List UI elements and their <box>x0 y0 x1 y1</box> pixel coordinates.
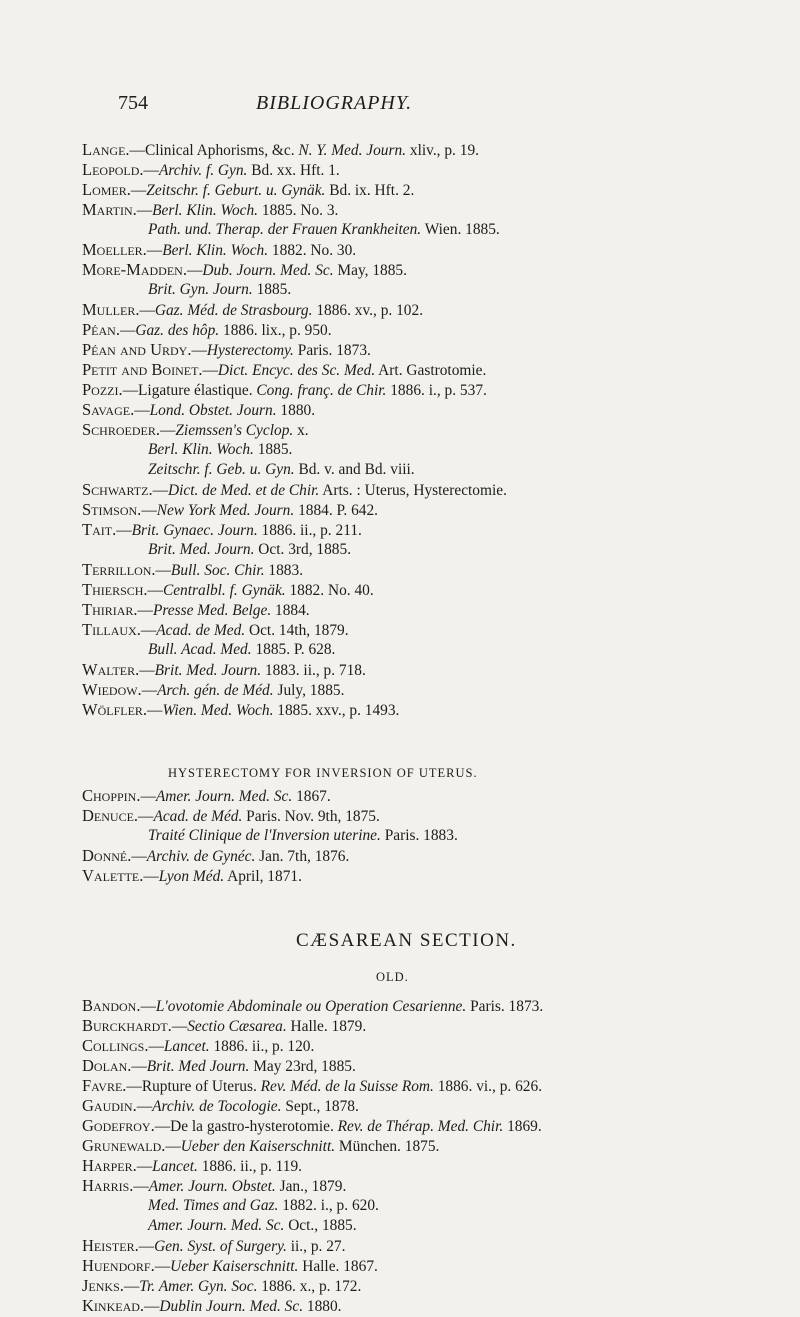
entry-author: Petit and Boinet. <box>82 360 203 379</box>
bibliography-entry <box>82 866 782 886</box>
bibliography-entry <box>82 700 782 720</box>
entry-text: — <box>139 302 155 319</box>
entry-detail: 1886. ii., p. 119. <box>197 1158 303 1175</box>
entry-detail: July, 1885. <box>273 682 345 699</box>
entry-text: — <box>119 322 136 339</box>
entry-detail: 1886. ii., p. 120. <box>209 1038 315 1055</box>
bibliography-entry <box>82 1296 798 1316</box>
bibliography-entry <box>82 520 782 540</box>
entry-source: Zeitschr. f. Geb. u. Gyn. <box>148 461 295 478</box>
entry-source: Rev. Méd. de la Suisse Rom. <box>260 1078 434 1095</box>
entry-detail: Paris. 1883. <box>380 827 458 844</box>
bibliography-entry <box>82 360 782 380</box>
entry-detail: Jan., 1879. <box>275 1178 347 1195</box>
bibliography-entry <box>82 1036 798 1056</box>
entry-author: Bandon. <box>82 996 141 1015</box>
entry-source: Bull. Acad. Med. <box>148 641 252 658</box>
running-title: BIBLIOGRAPHY. <box>256 92 413 114</box>
entry-text: — <box>138 808 154 825</box>
entry-detail: 1882. No. 30. <box>268 242 357 259</box>
entry-author: Favre. <box>82 1076 127 1095</box>
entry-text: — <box>143 868 159 885</box>
entry-source: Berl. Klin. Woch. <box>148 441 254 458</box>
entry-detail: Oct. 3rd, 1885. <box>254 541 352 558</box>
bibliography-entry <box>82 460 782 480</box>
entry-author: Lange. <box>82 140 130 159</box>
entry-source: Cong. franç. de Chir. <box>256 382 387 399</box>
entry-text: — <box>130 182 147 199</box>
inversion-section-heading: HYSTERECTOMY FOR INVERSION OF UTERUS. <box>168 766 478 780</box>
entry-source: Ziemssen's Cyclop. <box>175 422 294 439</box>
entry-author: Schwartz. <box>82 480 153 499</box>
entry-source: Amer. Journ. Med. Sc. <box>155 788 293 805</box>
entry-source: Amer. Journ. Med. Sc. <box>148 1217 285 1234</box>
entry-source: Brit. Med Journ. <box>146 1058 250 1075</box>
entry-detail: Art. Gastrotomie. <box>375 362 487 379</box>
entry-author: Thiriar. <box>82 600 138 619</box>
entry-author: Stimson. <box>82 500 142 519</box>
entry-text: — <box>136 1158 153 1175</box>
bibliography-entry <box>82 1096 798 1116</box>
entry-detail: May, 1885. <box>333 262 407 279</box>
entry-author: Jenks. <box>82 1276 124 1295</box>
entry-detail: 1886. x., p. 172. <box>257 1278 362 1295</box>
bibliography-entry <box>82 1016 798 1036</box>
entry-source: Gen. Syst. of Surgery. <box>154 1238 287 1255</box>
entry-detail: 1884. P. 642. <box>294 502 379 519</box>
entry-text: — <box>140 622 157 639</box>
entry-author: Burckhardt. <box>82 1016 172 1035</box>
entry-text: — <box>141 682 158 699</box>
bibliography-entry <box>82 1116 798 1136</box>
entry-text: — <box>138 1238 155 1255</box>
bibliography-entry <box>82 1056 798 1076</box>
entry-author: More-Madden. <box>82 260 187 279</box>
entry-detail: 1885. P. 628. <box>251 641 336 658</box>
entry-text: — <box>171 1018 188 1035</box>
bibliography-entry <box>82 540 782 560</box>
entry-text: —De la gastro-hysterotomie. <box>154 1118 338 1135</box>
bibliography-entry <box>82 1256 798 1276</box>
bibliography-entry <box>82 180 782 200</box>
entry-author: Heister. <box>82 1236 139 1255</box>
entry-author: Harris. <box>82 1176 134 1195</box>
page-number: 754 <box>118 92 148 114</box>
entry-detail: Sept., 1878. <box>281 1098 359 1115</box>
entry-author: Kinkead. <box>82 1296 145 1315</box>
entry-detail: 1885. No. 3. <box>258 202 339 219</box>
entry-detail: 1885. <box>252 281 292 298</box>
entry-text: — <box>147 582 163 599</box>
entry-detail: 1886. lix., p. 950. <box>219 322 332 339</box>
entry-text: — <box>159 422 176 439</box>
entry-author: Tait. <box>82 520 117 539</box>
entry-detail: Bd. ix. Hft. 2. <box>325 182 415 199</box>
inversion-bibliography-list <box>82 786 782 886</box>
entry-source: Rev. de Thérap. Med. Chir. <box>337 1118 504 1135</box>
bibliography-entry <box>82 1216 798 1236</box>
entry-text: — <box>123 1278 140 1295</box>
entry-text: — <box>131 848 147 865</box>
bibliography-entry <box>82 220 782 240</box>
entry-text: — <box>186 262 203 279</box>
bibliography-entry <box>82 680 782 700</box>
entry-detail: Arts. : Uterus, Hysterectomie. <box>319 482 507 499</box>
entry-author: Godefroy. <box>82 1116 155 1135</box>
bibliography-entry <box>82 420 782 440</box>
entry-text: — <box>140 998 156 1015</box>
bibliography-entry <box>82 806 782 826</box>
bibliography-entry <box>82 440 782 460</box>
entry-text: — <box>140 788 156 805</box>
entry-author: Moeller. <box>82 240 147 259</box>
entry-text: — <box>143 162 159 179</box>
entry-author: Collings. <box>82 1036 149 1055</box>
bibliography-entry <box>82 1156 798 1176</box>
entry-detail: 1885. <box>253 441 293 458</box>
entry-detail: ii., p. 27. <box>286 1238 346 1255</box>
entry-source: Berl. Klin. Woch. <box>152 202 259 219</box>
entry-author: Terrillon. <box>82 560 156 579</box>
entry-author: Wiedow. <box>82 680 142 699</box>
entry-author: Savage. <box>82 400 135 419</box>
entry-author: Valette. <box>82 866 144 885</box>
entry-source: Dublin Journ. Med. Sc. <box>159 1298 304 1315</box>
entry-source: Lyon Méd. <box>158 868 225 885</box>
entry-source: Brit. Med. Journ. <box>148 541 255 558</box>
entry-detail: May 23rd, 1885. <box>249 1058 356 1075</box>
entry-detail: Paris. Nov. 9th, 1875. <box>242 808 380 825</box>
entry-text: — <box>141 502 157 519</box>
entry-detail: Halle. 1879. <box>286 1018 367 1035</box>
entry-source: Gaz. des hôp. <box>135 322 220 339</box>
bibliography-entry <box>82 160 782 180</box>
entry-source: Archiv. f. Gyn. <box>158 162 248 179</box>
entry-author: Leopold. <box>82 160 144 179</box>
entry-author: Lomer. <box>82 180 131 199</box>
entry-detail: Paris. 1873. <box>293 342 371 359</box>
entry-source: Presse Med. Belge. <box>152 602 272 619</box>
entry-author: Péan and Urdy. <box>82 340 192 359</box>
bibliography-entry <box>82 846 782 866</box>
bibliography-entry <box>82 1076 798 1096</box>
entry-source: Bull. Soc. Chir. <box>170 562 265 579</box>
entry-detail: Bd. xx. Hft. 1. <box>247 162 340 179</box>
entry-source: Gaz. Méd. de Strasbourg. <box>154 302 313 319</box>
entry-source: Wien. Med. Woch. <box>162 702 274 719</box>
entry-text: —Rupture of Uterus. <box>126 1078 261 1095</box>
entry-source: Brit. Gynaec. Journ. <box>131 522 258 539</box>
entry-author: Tillaux. <box>82 620 141 639</box>
entry-text: —Ligature élastique. <box>122 382 257 399</box>
entry-detail: 1884. <box>271 602 310 619</box>
bibliography-entry <box>82 280 782 300</box>
entry-source: Sectio Cæsarea. <box>187 1018 287 1035</box>
entry-source: Dict. Encyc. des Sc. Med. <box>217 362 376 379</box>
bibliography-entry <box>82 200 782 220</box>
entry-detail: 1869. <box>503 1118 542 1135</box>
entry-detail: Paris. 1873. <box>466 998 544 1015</box>
entry-source: Brit. Med. Journ. <box>154 662 262 679</box>
bibliography-entry <box>82 260 782 280</box>
entry-text: — <box>139 662 155 679</box>
entry-author: Pozzi. <box>82 380 123 399</box>
entry-source: Acad. de Med. <box>156 622 246 639</box>
caesarean-section-heading: CÆSAREAN SECTION. <box>296 930 517 951</box>
entry-text: — <box>191 342 207 359</box>
entry-source: Tr. Amer. Gyn. Soc. <box>139 1278 258 1295</box>
bibliography-entry <box>82 580 782 600</box>
entry-detail: 1880. <box>303 1298 342 1315</box>
entry-detail: 1882. No. 40. <box>285 582 374 599</box>
bibliography-entry <box>82 1276 798 1296</box>
bibliography-entry <box>82 1176 798 1196</box>
bibliography-entry <box>82 300 782 320</box>
entry-source: Lancet. <box>152 1158 198 1175</box>
entry-text: — <box>155 562 171 579</box>
bibliography-entry <box>82 340 782 360</box>
entry-detail: 1886. i., p. 537. <box>386 382 487 399</box>
bibliography-entry <box>82 1236 798 1256</box>
entry-author: Walter. <box>82 660 140 679</box>
entry-detail: 1886. vi., p. 626. <box>433 1078 543 1095</box>
entry-source: Lond. Obstet. Journ. <box>149 402 277 419</box>
entry-detail: 1867. <box>292 788 331 805</box>
hysterectomy-bibliography-list <box>82 140 782 720</box>
entry-source: Med. Times and Gaz. <box>148 1197 279 1214</box>
entry-text: — <box>136 202 153 219</box>
bibliography-entry <box>82 1196 798 1216</box>
entry-source: Arch. gén. de Méd. <box>157 682 274 699</box>
entry-source: Zeitschr. f. Geburt. u. Gynäk. <box>146 182 326 199</box>
entry-text: — <box>134 402 150 419</box>
entry-source: Path. und. Therap. der Frauen Krankheiten. <box>148 221 422 238</box>
bibliography-entry <box>82 560 782 580</box>
entry-detail: xliv., p. 19. <box>406 142 479 159</box>
entry-author: Grunewald. <box>82 1136 166 1155</box>
entry-source: Hysterectomy. <box>206 342 294 359</box>
entry-detail: x. <box>293 422 309 439</box>
bibliography-entry <box>82 786 782 806</box>
entry-source: Ueber den Kaiserschnitt. <box>180 1138 336 1155</box>
bibliography-entry <box>82 400 782 420</box>
entry-detail: Oct. 14th, 1879. <box>245 622 349 639</box>
entry-detail: München. 1875. <box>335 1138 440 1155</box>
bibliography-entry <box>82 1136 798 1156</box>
entry-source: Lancet. <box>163 1038 210 1055</box>
entry-source: Archiv. de Gynéc. <box>146 848 256 865</box>
entry-source: Dict. de Med. et de Chir. <box>167 482 320 499</box>
entry-detail: 1883. <box>264 562 304 579</box>
entry-text: — <box>116 522 132 539</box>
entry-author: Thiersch. <box>82 580 148 599</box>
entry-detail: 1885. xxv., p. 1493. <box>273 702 400 719</box>
entry-source: N. Y. Med. Journ. <box>298 142 407 159</box>
entry-author: Martin. <box>82 200 137 219</box>
entry-source: Centralbl. f. Gynäk. <box>162 582 286 599</box>
entry-source: New York Med. Journ. <box>156 502 295 519</box>
bibliography-entry <box>82 240 782 260</box>
entry-author: Denuce. <box>82 806 139 825</box>
entry-text: — <box>146 242 163 259</box>
entry-text: — <box>152 482 168 499</box>
bibliography-entry <box>82 826 782 846</box>
entry-author: Harper. <box>82 1156 137 1175</box>
bibliography-entry <box>82 600 782 620</box>
entry-text: — <box>144 1298 160 1315</box>
bibliography-entry <box>82 996 798 1016</box>
caesarean-subheading: OLD. <box>376 970 409 984</box>
bibliography-entry <box>82 640 782 660</box>
entry-source: Ueber Kaiserschnitt. <box>170 1258 299 1275</box>
entry-source: Dub. Journ. Med. Sc. <box>202 262 334 279</box>
entry-source: Acad. de Méd. <box>153 808 243 825</box>
entry-author: Donné. <box>82 846 132 865</box>
entry-text: — <box>133 1178 149 1195</box>
bibliography-entry <box>82 480 782 500</box>
entry-text: — <box>137 602 153 619</box>
entry-source: Archiv. de Tocologie. <box>152 1098 282 1115</box>
entry-detail: 1886. xv., p. 102. <box>312 302 424 319</box>
entry-author: Dolan. <box>82 1056 132 1075</box>
entry-author: Muller. <box>82 300 140 319</box>
entry-detail: Wien. 1885. <box>421 221 500 238</box>
entry-author: Huendorf. <box>82 1256 155 1275</box>
entry-detail: April, 1871. <box>224 868 302 885</box>
entry-author: Schroeder. <box>82 420 160 439</box>
entry-author: Gaudin. <box>82 1096 137 1115</box>
entry-detail: 1886. ii., p. 211. <box>257 522 362 539</box>
entry-text: — <box>154 1258 171 1275</box>
entry-author: Choppin. <box>82 786 141 805</box>
entry-text: — <box>147 702 163 719</box>
caesarean-bibliography-list <box>82 996 798 1316</box>
entry-text: — <box>148 1038 164 1055</box>
entry-text: — <box>131 1058 147 1075</box>
bibliography-entry <box>82 620 782 640</box>
entry-text: — <box>136 1098 153 1115</box>
entry-detail: Halle. 1867. <box>298 1258 378 1275</box>
bibliography-entry <box>82 320 782 340</box>
entry-source: L'ovotomie Abdominale ou Operation Cesarienne. <box>155 998 467 1015</box>
bibliography-entry <box>82 140 782 160</box>
bibliography-entry <box>82 380 782 400</box>
entry-source: Brit. Gyn. Journ. <box>148 281 253 298</box>
bibliography-entry <box>82 500 782 520</box>
entry-detail: 1880. <box>276 402 316 419</box>
entry-source: Traité Clinique de l'Inversion uterine. <box>148 827 381 844</box>
entry-author: Péan. <box>82 320 120 339</box>
entry-text: — <box>202 362 218 379</box>
entry-detail: Bd. v. and Bd. viii. <box>294 461 415 478</box>
entry-detail: 1883. ii., p. 718. <box>261 662 366 679</box>
entry-detail: 1882. i., p. 620. <box>278 1197 379 1214</box>
entry-source: Amer. Journ. Obstet. <box>148 1178 276 1195</box>
entry-detail: Jan. 7th, 1876. <box>255 848 350 865</box>
entry-text: — <box>165 1138 181 1155</box>
bibliography-entry <box>82 660 782 680</box>
entry-detail: Oct., 1885. <box>284 1217 357 1234</box>
entry-author: Wölfler. <box>82 700 148 719</box>
entry-text: —Clinical Aphorisms, &c. <box>129 142 299 159</box>
entry-source: Berl. Klin. Woch. <box>162 242 269 259</box>
